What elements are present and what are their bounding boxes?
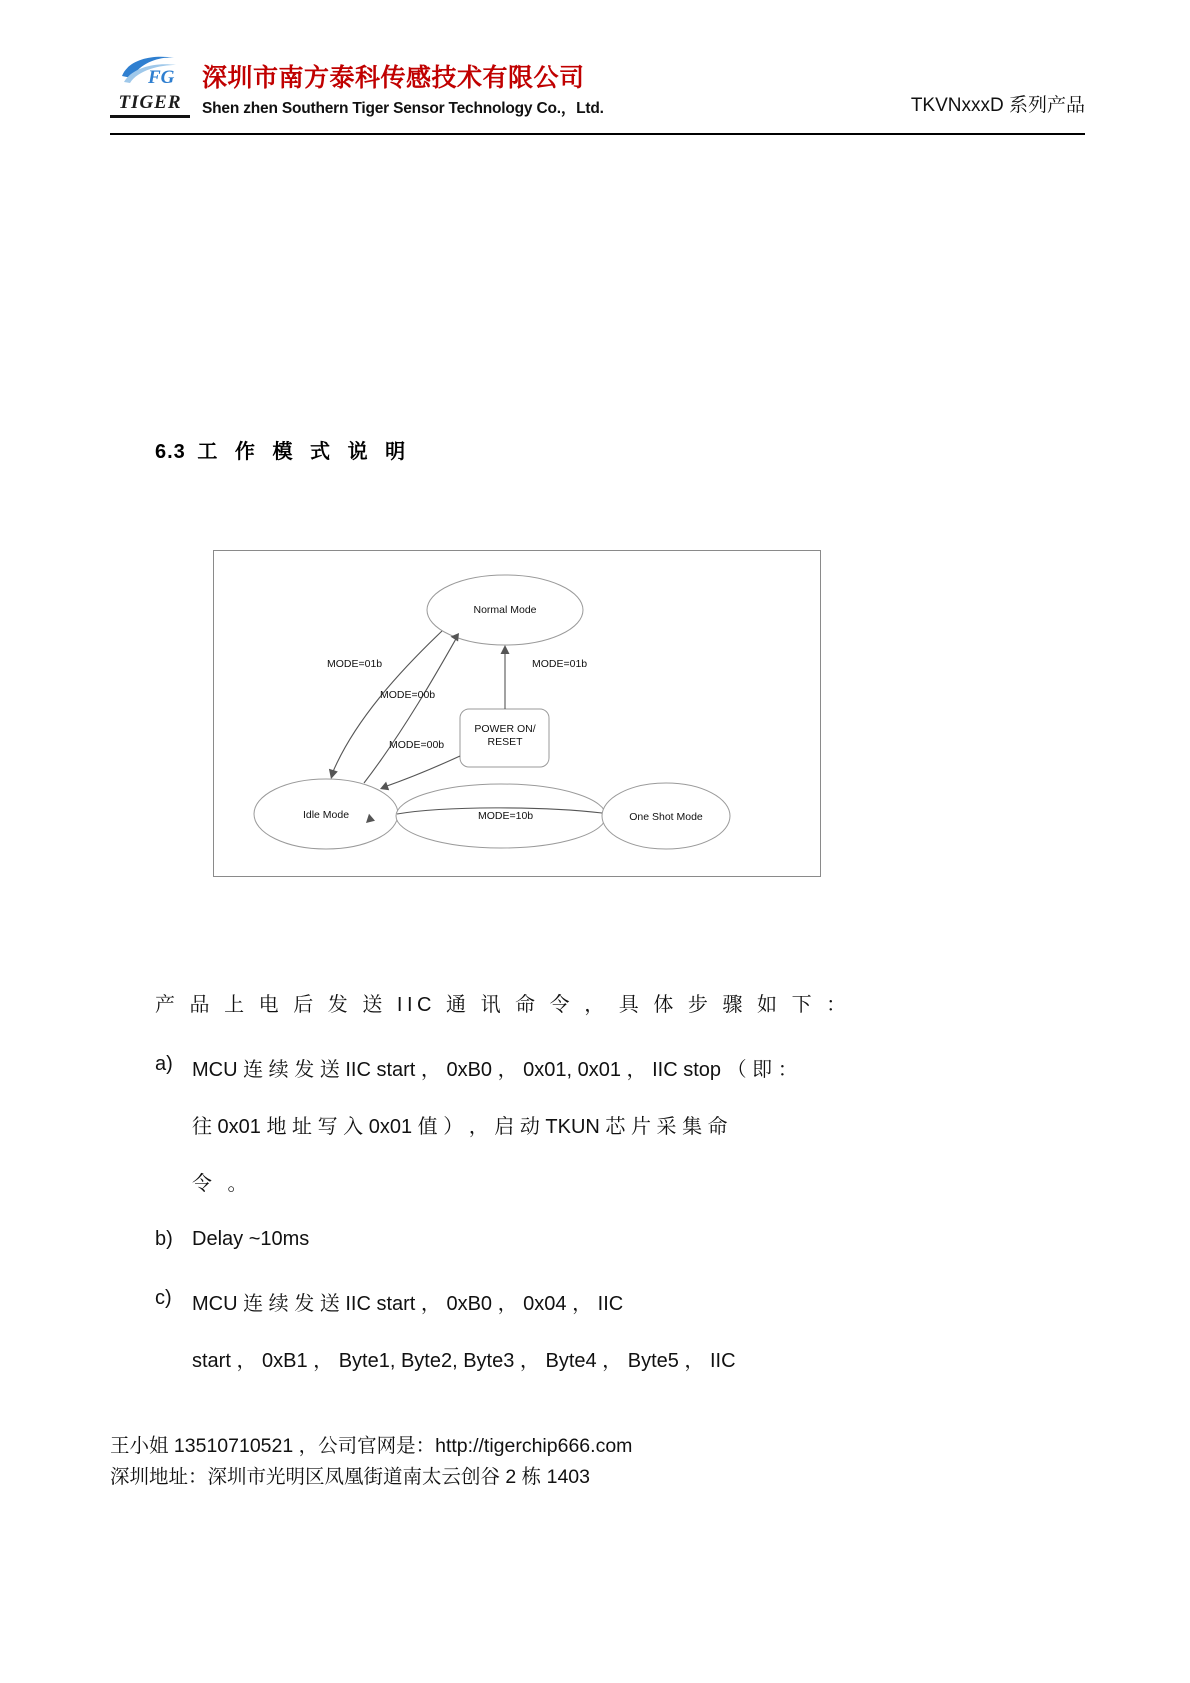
company-name-en: Shen zhen Southern Tiger Sensor Technology Co.，Ltd. <box>202 100 604 117</box>
svg-text:POWER ON/: POWER ON/ <box>474 723 536 735</box>
svg-text:MODE=01b: MODE=01b <box>327 658 383 670</box>
svg-text:MODE=00b: MODE=00b <box>380 689 436 701</box>
page-header <box>110 50 1085 128</box>
section-heading <box>155 435 411 464</box>
logo-wordmark: TIGER <box>118 92 182 113</box>
svg-text:MODE=00b: MODE=00b <box>389 739 445 751</box>
svg-text:MODE=10b: MODE=10b <box>478 810 534 822</box>
list-item-a-line1: MCU 连 续 发 送 IIC start ， 0xB0 ， 0x01, 0x01 ， IIC stop （ 即 ： <box>192 1059 798 1081</box>
svg-text:Normal Mode: Normal Mode <box>473 604 537 616</box>
list-item-a-line2: 往 0x01 地 址 写 入 0x01 值 ） ， 启 动 TKUN 芯 片 采 集 命 <box>192 1116 728 1138</box>
header-divider <box>110 133 1085 135</box>
svg-text:MODE=01b: MODE=01b <box>532 658 588 670</box>
intro-paragraph: 产 品 上 电 后 发 送 IIC 通 讯 命 令 ， 具 体 步 骤 如 下 ： <box>155 994 851 1016</box>
logo-underline <box>110 115 190 118</box>
list-marker-a: a) <box>155 1053 173 1075</box>
product-series-label: TKVNxxxD 系列产品 <box>910 95 1085 116</box>
list-item-c-line2: start ， 0xB1 ， Byte1, Byte2, Byte3 ， Byte4 ， Byte5 ， IIC <box>192 1350 736 1372</box>
footer-address: 深圳地址：深圳市光明区凤凰街道南太云创谷 2 栋 1403 <box>110 1466 590 1488</box>
working-mode-state-diagram <box>213 550 821 877</box>
list-marker-c: c) <box>155 1287 172 1309</box>
list-item-a-line3: 令 。 <box>192 1173 253 1195</box>
tiger-logo-icon <box>118 52 180 92</box>
svg-text:One Shot Mode: One Shot Mode <box>629 811 703 823</box>
svg-text:FG: FG <box>148 67 175 88</box>
list-marker-b: b) <box>155 1228 173 1250</box>
company-logo <box>110 50 190 122</box>
svg-text:Idle Mode: Idle Mode <box>302 809 350 821</box>
company-name-cn: 深圳市南方泰科传感技术有限公司 <box>202 64 585 92</box>
svg-text:RESET: RESET <box>487 736 523 748</box>
section-number: 6.3 <box>155 441 186 463</box>
footer-contact: 王小姐 13510710521 ，公司官网是：http://tigerchip666.com <box>110 1435 633 1457</box>
section-title: 工 作 模 式 说 明 <box>197 441 412 463</box>
list-item-b-line1: Delay ~10ms <box>192 1228 310 1250</box>
list-item-c-line1: MCU 连 续 发 送 IIC start ， 0xB0 ， 0x04 ， IIC <box>192 1293 624 1315</box>
page-footer <box>110 1431 1090 1493</box>
